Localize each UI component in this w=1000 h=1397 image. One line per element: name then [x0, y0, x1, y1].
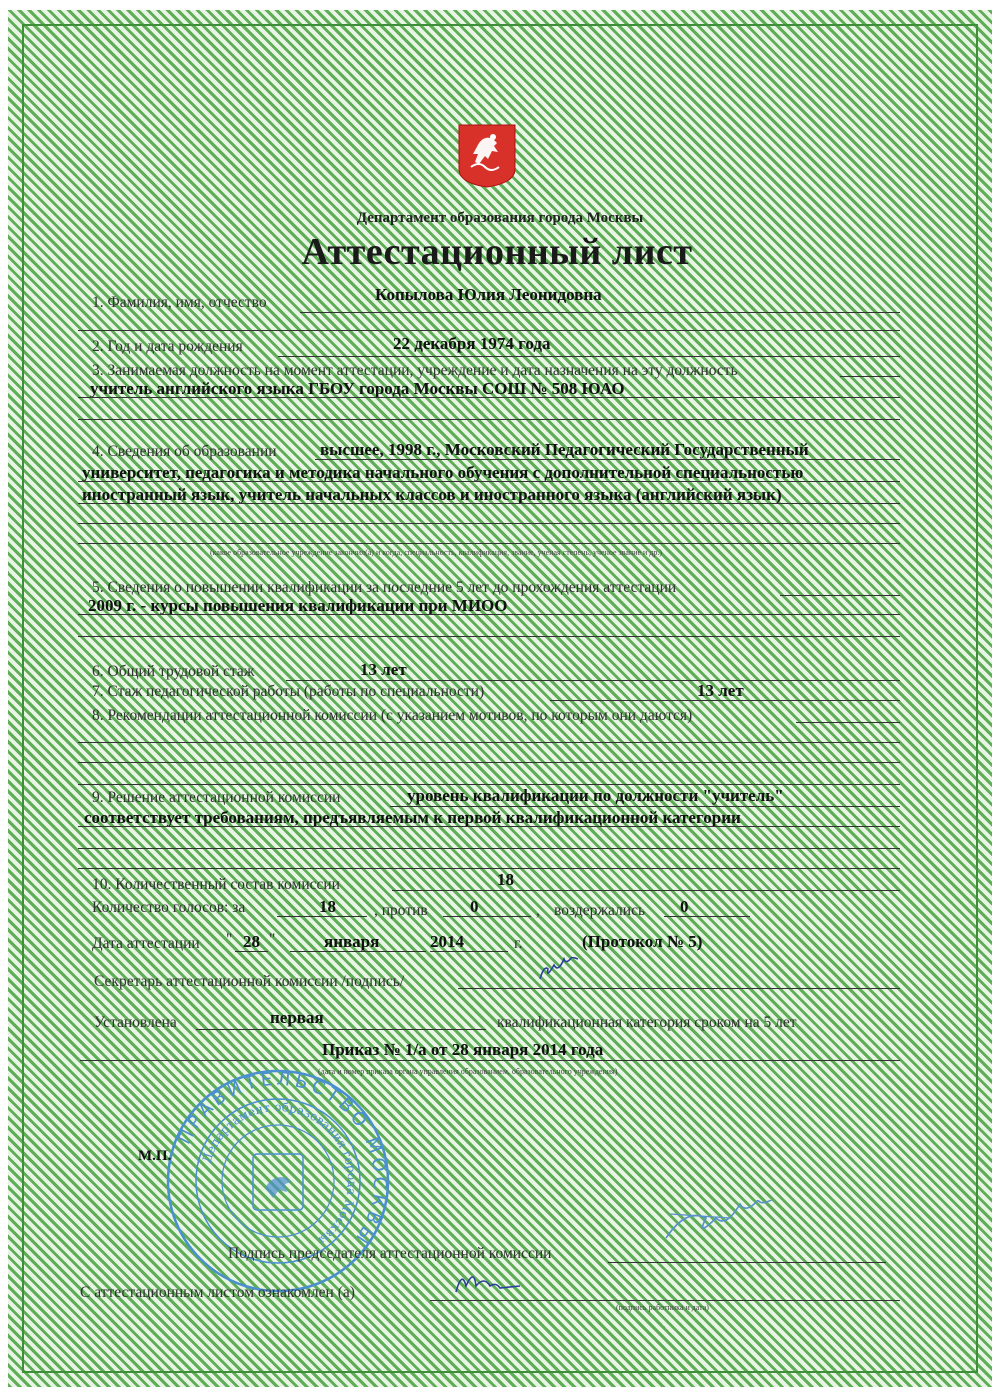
- votes-against-label: , против: [374, 902, 428, 919]
- moscow-coat-of-arms-icon: [457, 123, 517, 189]
- decision-value-1: уровень квалификации по должности "учитель": [407, 786, 784, 805]
- mp-label: М.П.: [138, 1148, 172, 1164]
- document-title: Аттестационный лист: [301, 231, 693, 273]
- stamp-outer-text: ПРАВИТЕЛЬСТВО МОСКВЫ: [174, 1068, 391, 1251]
- chair-signature-icon: [660, 1200, 790, 1250]
- protocol-value: (Протокол № 5): [582, 932, 703, 951]
- chair-signature-label: Подпись председателя аттестационной комиссии: [228, 1245, 552, 1262]
- education-value-1: высшее, 1998 г., Московский Педагогический Государственный: [320, 440, 809, 459]
- decision-value-2: соответствует требованиям, предъявляемым к первой квалификационной категории: [84, 808, 741, 827]
- education-value-3: иностранный язык, учитель начальных классов и иностранного языка (английский язык): [82, 485, 782, 504]
- date-label: Дата аттестации: [92, 935, 200, 952]
- votes-label: Количество голосов: за: [92, 899, 246, 916]
- field-10-label: 10. Количественный состав комиссии: [92, 876, 340, 893]
- field-5-label: 5. Сведения о повышении квалификации за последние 5 лет до прохождения аттестации: [92, 579, 677, 596]
- total-experience-value: 13 лет: [360, 660, 407, 679]
- qualification-courses-value: 2009 г. - курсы повышения квалификации при МИОО: [88, 596, 508, 615]
- votes-against-value: 0: [470, 897, 479, 916]
- field-2-label: 2. Год и дата рождения: [92, 338, 243, 355]
- date-year-value: 2014: [430, 932, 464, 951]
- date-year-suffix: г.: [514, 935, 523, 952]
- field-6-label: 6. Общий трудовой стаж: [92, 663, 255, 680]
- field-1-label: 1. Фамилия, имя, отчество: [92, 294, 267, 311]
- order-hint: (дата и номер приказа органа управления образованием, образовательного учреждения): [318, 1067, 618, 1076]
- votes-comma: ,: [536, 902, 540, 919]
- category-term-label: квалификационная категория сроком на 5 лет: [497, 1014, 797, 1031]
- field-7-label: 7. Стаж педагогической работы (работы по специальности): [92, 683, 485, 700]
- order-value: Приказ № 1/а от 28 января 2014 года: [322, 1040, 604, 1059]
- field-3-label: 3. Занимаемая должность на момент аттестации, учреждение и дата назначения на эту должность: [92, 362, 738, 379]
- category-value: первая: [270, 1008, 324, 1027]
- acquainted-hint: (подпись работника и дата): [616, 1303, 709, 1312]
- quote-open: ": [226, 931, 233, 948]
- votes-abstain-value: 0: [680, 897, 689, 916]
- full-name-value: Копылова Юлия Леонидовна: [375, 285, 602, 304]
- date-month-value: января: [324, 932, 380, 951]
- field-4-label: 4. Сведения об образовании: [92, 443, 277, 460]
- position-value: учитель английского языка ГБОУ города Москвы СОШ № 508 ЮАО: [90, 379, 625, 398]
- teaching-experience-value: 13 лет: [697, 681, 744, 700]
- department-name: Департамент образования города Москвы: [356, 210, 644, 226]
- votes-abstain-label: воздержались: [554, 902, 646, 919]
- stamp-inner-text: Департамент образования города Москвы: [199, 1099, 360, 1248]
- votes-for-value: 18: [319, 897, 336, 916]
- education-value-2: университет, педагогика и методика начального обучения с дополнительной специальностью: [82, 463, 804, 482]
- field-8-label: 8. Рекомендации аттестационной комиссии (с указанием мотивов, по которым они даются): [92, 707, 693, 724]
- secretary-signature-icon: [536, 957, 580, 985]
- employee-signature-icon: [450, 1262, 530, 1302]
- field-9-label: 9. Решение аттестационной комиссии: [92, 789, 341, 806]
- birth-date-value: 22 декабря 1974 года: [393, 334, 551, 353]
- education-hint: (какое образовательное учреждение закончил(а) и когда, специальность, квалификация, звание, ученая степень, ученое звание и др.): [210, 548, 663, 557]
- quote-close: ": [269, 931, 276, 948]
- established-label: Установлена: [94, 1014, 177, 1031]
- acquainted-label: С аттестационным листом ознакомлен (а): [80, 1284, 355, 1301]
- commission-size-value: 18: [497, 870, 514, 889]
- secretary-label: Секретарь аттестационной комиссии /подпись/: [94, 973, 405, 990]
- date-day-value: 28: [243, 932, 260, 951]
